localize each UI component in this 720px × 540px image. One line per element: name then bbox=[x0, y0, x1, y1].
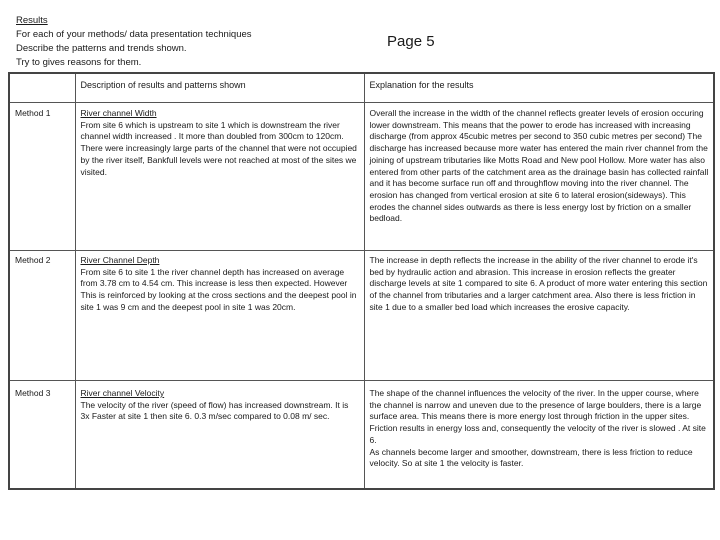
description-cell bbox=[75, 103, 364, 251]
description-text: From site 6 to site 1 the river channel depth has increased on average from 3.78 cm to 4.54 cm. This increase is less then expected. However This is reinforced by looking at the cross sections and the deepest pool in site 1 was 9 cm and the deepest pool in site 1 was 20cm. bbox=[80, 266, 357, 312]
description-cell bbox=[75, 251, 364, 381]
explanation-cell: The increase in depth reflects the increase in the ability of the river channel to erode it's bed by hydraulic action and abrasion. This increase in erosion reflects the greater discharge levels at site 1 compared to site 6. A product of more water entering this section of the channel from tributaries and a larger catchment area. Also there is less friction in site 1 due to a smaller bed load which increases the erosive capacity. bbox=[364, 251, 714, 381]
description-heading: River channel Width bbox=[80, 108, 157, 118]
description-text: The velocity of the river (speed of flow) has increased downstream. It is 3x Faster at site 1 then site 6. 0.3 m/sec compared to 0.08 m/ sec. bbox=[80, 399, 349, 422]
page-number: Page 5 bbox=[387, 33, 435, 50]
header-line-2: Describe the patterns and trends shown. bbox=[16, 43, 187, 54]
header-title: Results bbox=[16, 15, 48, 26]
results-table bbox=[8, 72, 715, 490]
description-heading: River Channel Depth bbox=[80, 255, 160, 265]
page-header bbox=[16, 14, 252, 70]
header-line-1: For each of your methods/ data presentation techniques bbox=[16, 29, 252, 40]
table-row bbox=[9, 103, 714, 251]
table-row bbox=[9, 381, 714, 490]
header-line-3: Try to gives reasons for them. bbox=[16, 57, 142, 68]
description-cell bbox=[75, 381, 364, 490]
explanation-cell: Overall the increase in the width of the channel reflects greater levels of erosion occuring lower downstream. This means that the power to erode has increased with increasing discharge (from approx 45cubic metres per second to 350 cubic metres per second) The discharge has increased because more water has entered the main river channel from the joining of upstream tributaries like Motts Road and New pool Hollow. More water has also entered from other parts of the catchment area as the drainage basin has collected rainfall and it has become surface run off and throughflow moving into the river channel. The erosion has changed from vertical erosion at site 6 to lateral erosion(sideways). This erodes the channel sides outwards as there is less energy lost by friction on a smaller bedload. bbox=[364, 103, 714, 251]
header-cell-blank bbox=[9, 73, 75, 103]
header-cell-description: Description of results and patterns shown bbox=[75, 73, 364, 103]
method-label: Method 2 bbox=[9, 251, 75, 381]
explanation-cell: The shape of the channel influences the velocity of the river. In the upper course, where the channel is narrow and uneven due to the presence of large boulders, there is a large surface area. This means there is more energy lost through friction in the upper sites. Friction results in energy loss and, consequently the velocity of the river is slowed . At site 6. As channels become larger and smoother, downstream, there is less friction to reduce velocity. So at site 1 the velocity is faster. bbox=[364, 381, 714, 490]
table-row bbox=[9, 251, 714, 381]
header-cell-explanation: Explanation for the results bbox=[364, 73, 714, 103]
table-header-row bbox=[9, 73, 714, 103]
method-label: Method 1 bbox=[9, 103, 75, 251]
method-label: Method 3 bbox=[9, 381, 75, 490]
description-text: From site 6 which is upstream to site 1 which is downstream the river channel width increased . It more than doubled from 300cm to 120cm. There were increasingly large parts of the channel that were not occupied by the river itself, Bankfull levels were not reached at most of the sites we visited. bbox=[80, 119, 357, 177]
description-heading: River channel Velocity bbox=[80, 388, 165, 398]
